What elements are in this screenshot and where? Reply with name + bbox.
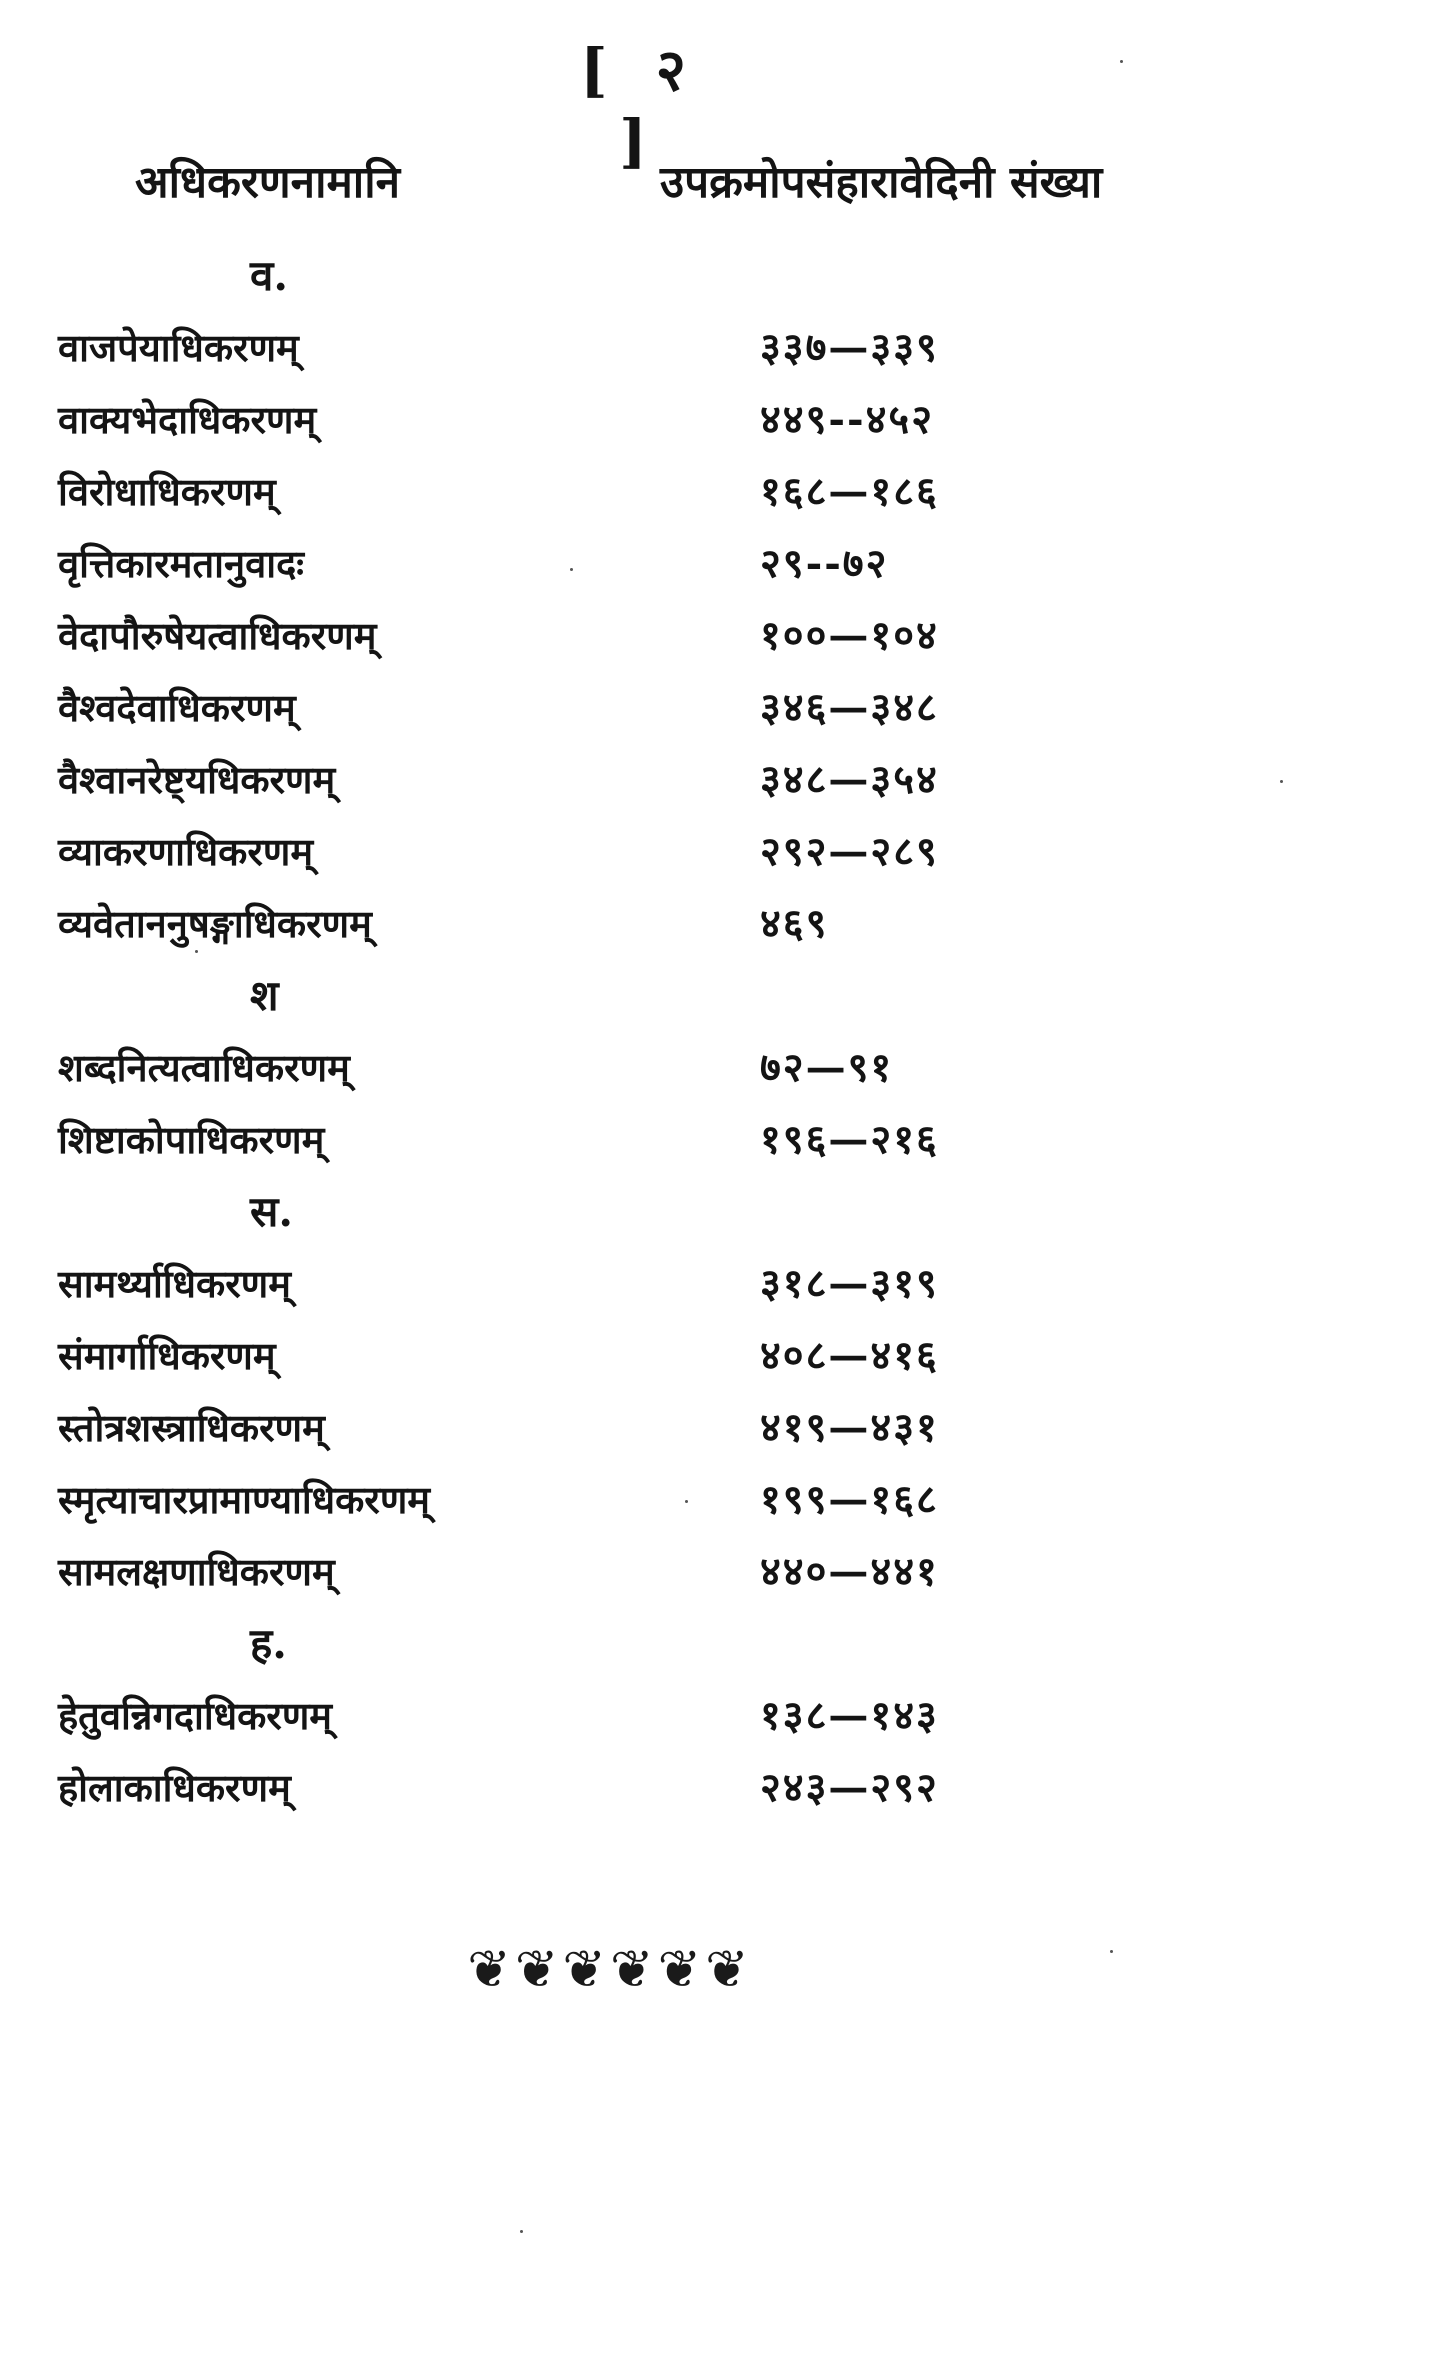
decorative-ornament: ❦❦❦❦❦❦ — [467, 1940, 753, 2000]
paper-speck — [1110, 1950, 1113, 1953]
page-range: २९२—२८९ — [760, 828, 939, 875]
page-range: १९९—१६८ — [760, 1476, 939, 1523]
page-range: ३१८—३१९ — [760, 1260, 939, 1307]
list-item — [0, 744, 1432, 816]
adhikarana-name: वैश्वानरेष्ट्यधिकरणम् — [58, 757, 336, 802]
list-item — [0, 1392, 1432, 1464]
section-letter: स. — [250, 1187, 294, 1236]
column-header-names: अधिकरणनामानि — [135, 157, 401, 208]
adhikarana-name: वैश्वदेवाधिकरणम् — [58, 685, 296, 730]
adhikarana-name: वेदापौरुषेयत्वाधिकरणम् — [58, 613, 377, 658]
paper-speck — [195, 950, 198, 953]
list-item — [0, 1248, 1432, 1320]
list-item — [0, 888, 1432, 960]
list-item — [0, 1752, 1432, 1824]
adhikarana-name: सामलक्षणाधिकरणम् — [58, 1549, 335, 1594]
page-range: ४०८—४१६ — [760, 1332, 939, 1379]
page-range: ३३७—३३९ — [760, 324, 939, 371]
column-header-numbers: उपक्रमोपसंहारावेदिनी संख्या — [660, 157, 1103, 208]
adhikarana-name: स्मृत्याचारप्रामाण्याधिकरणम् — [58, 1477, 431, 1522]
list-item — [0, 384, 1432, 456]
list-item — [0, 1464, 1432, 1536]
page-range: ४६९ — [760, 900, 829, 947]
page-number: [ २ ] — [580, 36, 700, 175]
list-item — [0, 456, 1432, 528]
adhikarana-name: संमार्गाधिकरणम् — [58, 1333, 276, 1378]
list-item — [0, 600, 1432, 672]
page-range: १३८—१४३ — [760, 1692, 939, 1739]
adhikarana-name: वाजपेयाधिकरणम् — [58, 325, 299, 370]
list-item — [0, 672, 1432, 744]
list-item — [0, 312, 1432, 384]
page-range: ३४६—३४८ — [760, 684, 939, 731]
adhikarana-name: शब्दनित्यत्वाधिकरणम् — [58, 1045, 350, 1090]
adhikarana-name: व्यवेताननुषङ्गाधिकरणम् — [58, 901, 372, 946]
adhikarana-name: होलाकाधिकरणम् — [58, 1765, 291, 1810]
page-range: १००—१०४ — [760, 612, 939, 659]
list-item — [0, 1032, 1432, 1104]
adhikarana-name: शिष्टाकोपाधिकरणम् — [58, 1117, 325, 1162]
list-item — [0, 1320, 1432, 1392]
paper-speck — [1120, 60, 1123, 63]
list-item — [0, 1104, 1432, 1176]
page-range: ४४९--४५२ — [760, 396, 935, 443]
list-item — [0, 1680, 1432, 1752]
list-item — [0, 528, 1432, 600]
list-item — [0, 816, 1432, 888]
section-letter: व. — [250, 251, 288, 300]
section-sa — [0, 1176, 1432, 1608]
page-range: ७२—९१ — [760, 1044, 894, 1091]
adhikarana-name: विरोधाधिकरणम् — [58, 469, 276, 514]
section-letter: ह. — [250, 1619, 287, 1668]
paper-speck — [1280, 780, 1283, 783]
adhikarana-name: व्याकरणाधिकरणम् — [58, 829, 314, 874]
adhikarana-name: स्तोत्रशस्त्राधिकरणम् — [58, 1405, 325, 1450]
adhikarana-name: वाक्यभेदाधिकरणम् — [58, 397, 317, 442]
adhikarana-name: वृत्तिकारमतानुवादः — [58, 541, 304, 586]
page-range: २४३—२९२ — [760, 1764, 939, 1811]
section-ha — [0, 1608, 1432, 1824]
section-va — [0, 240, 1432, 960]
section-letter: श — [250, 971, 279, 1020]
page-range: १६८—१८६ — [760, 468, 939, 515]
page-range: २९--७२ — [760, 540, 889, 587]
page-range: ४४०—४४१ — [760, 1548, 939, 1595]
paper-speck — [685, 1500, 688, 1503]
paper-speck — [570, 568, 573, 571]
adhikarana-name: सामर्थ्याधिकरणम् — [58, 1261, 291, 1306]
page-range: ४१९—४३१ — [760, 1404, 939, 1451]
page-range: ३४८—३५४ — [760, 756, 939, 803]
list-item — [0, 1536, 1432, 1608]
page-range: १९६—२१६ — [760, 1116, 939, 1163]
adhikarana-name: हेतुवन्निगदाधिकरणम् — [58, 1693, 333, 1738]
table-of-contents — [0, 240, 1432, 1824]
section-sha — [0, 960, 1432, 1176]
paper-speck — [520, 2230, 523, 2233]
